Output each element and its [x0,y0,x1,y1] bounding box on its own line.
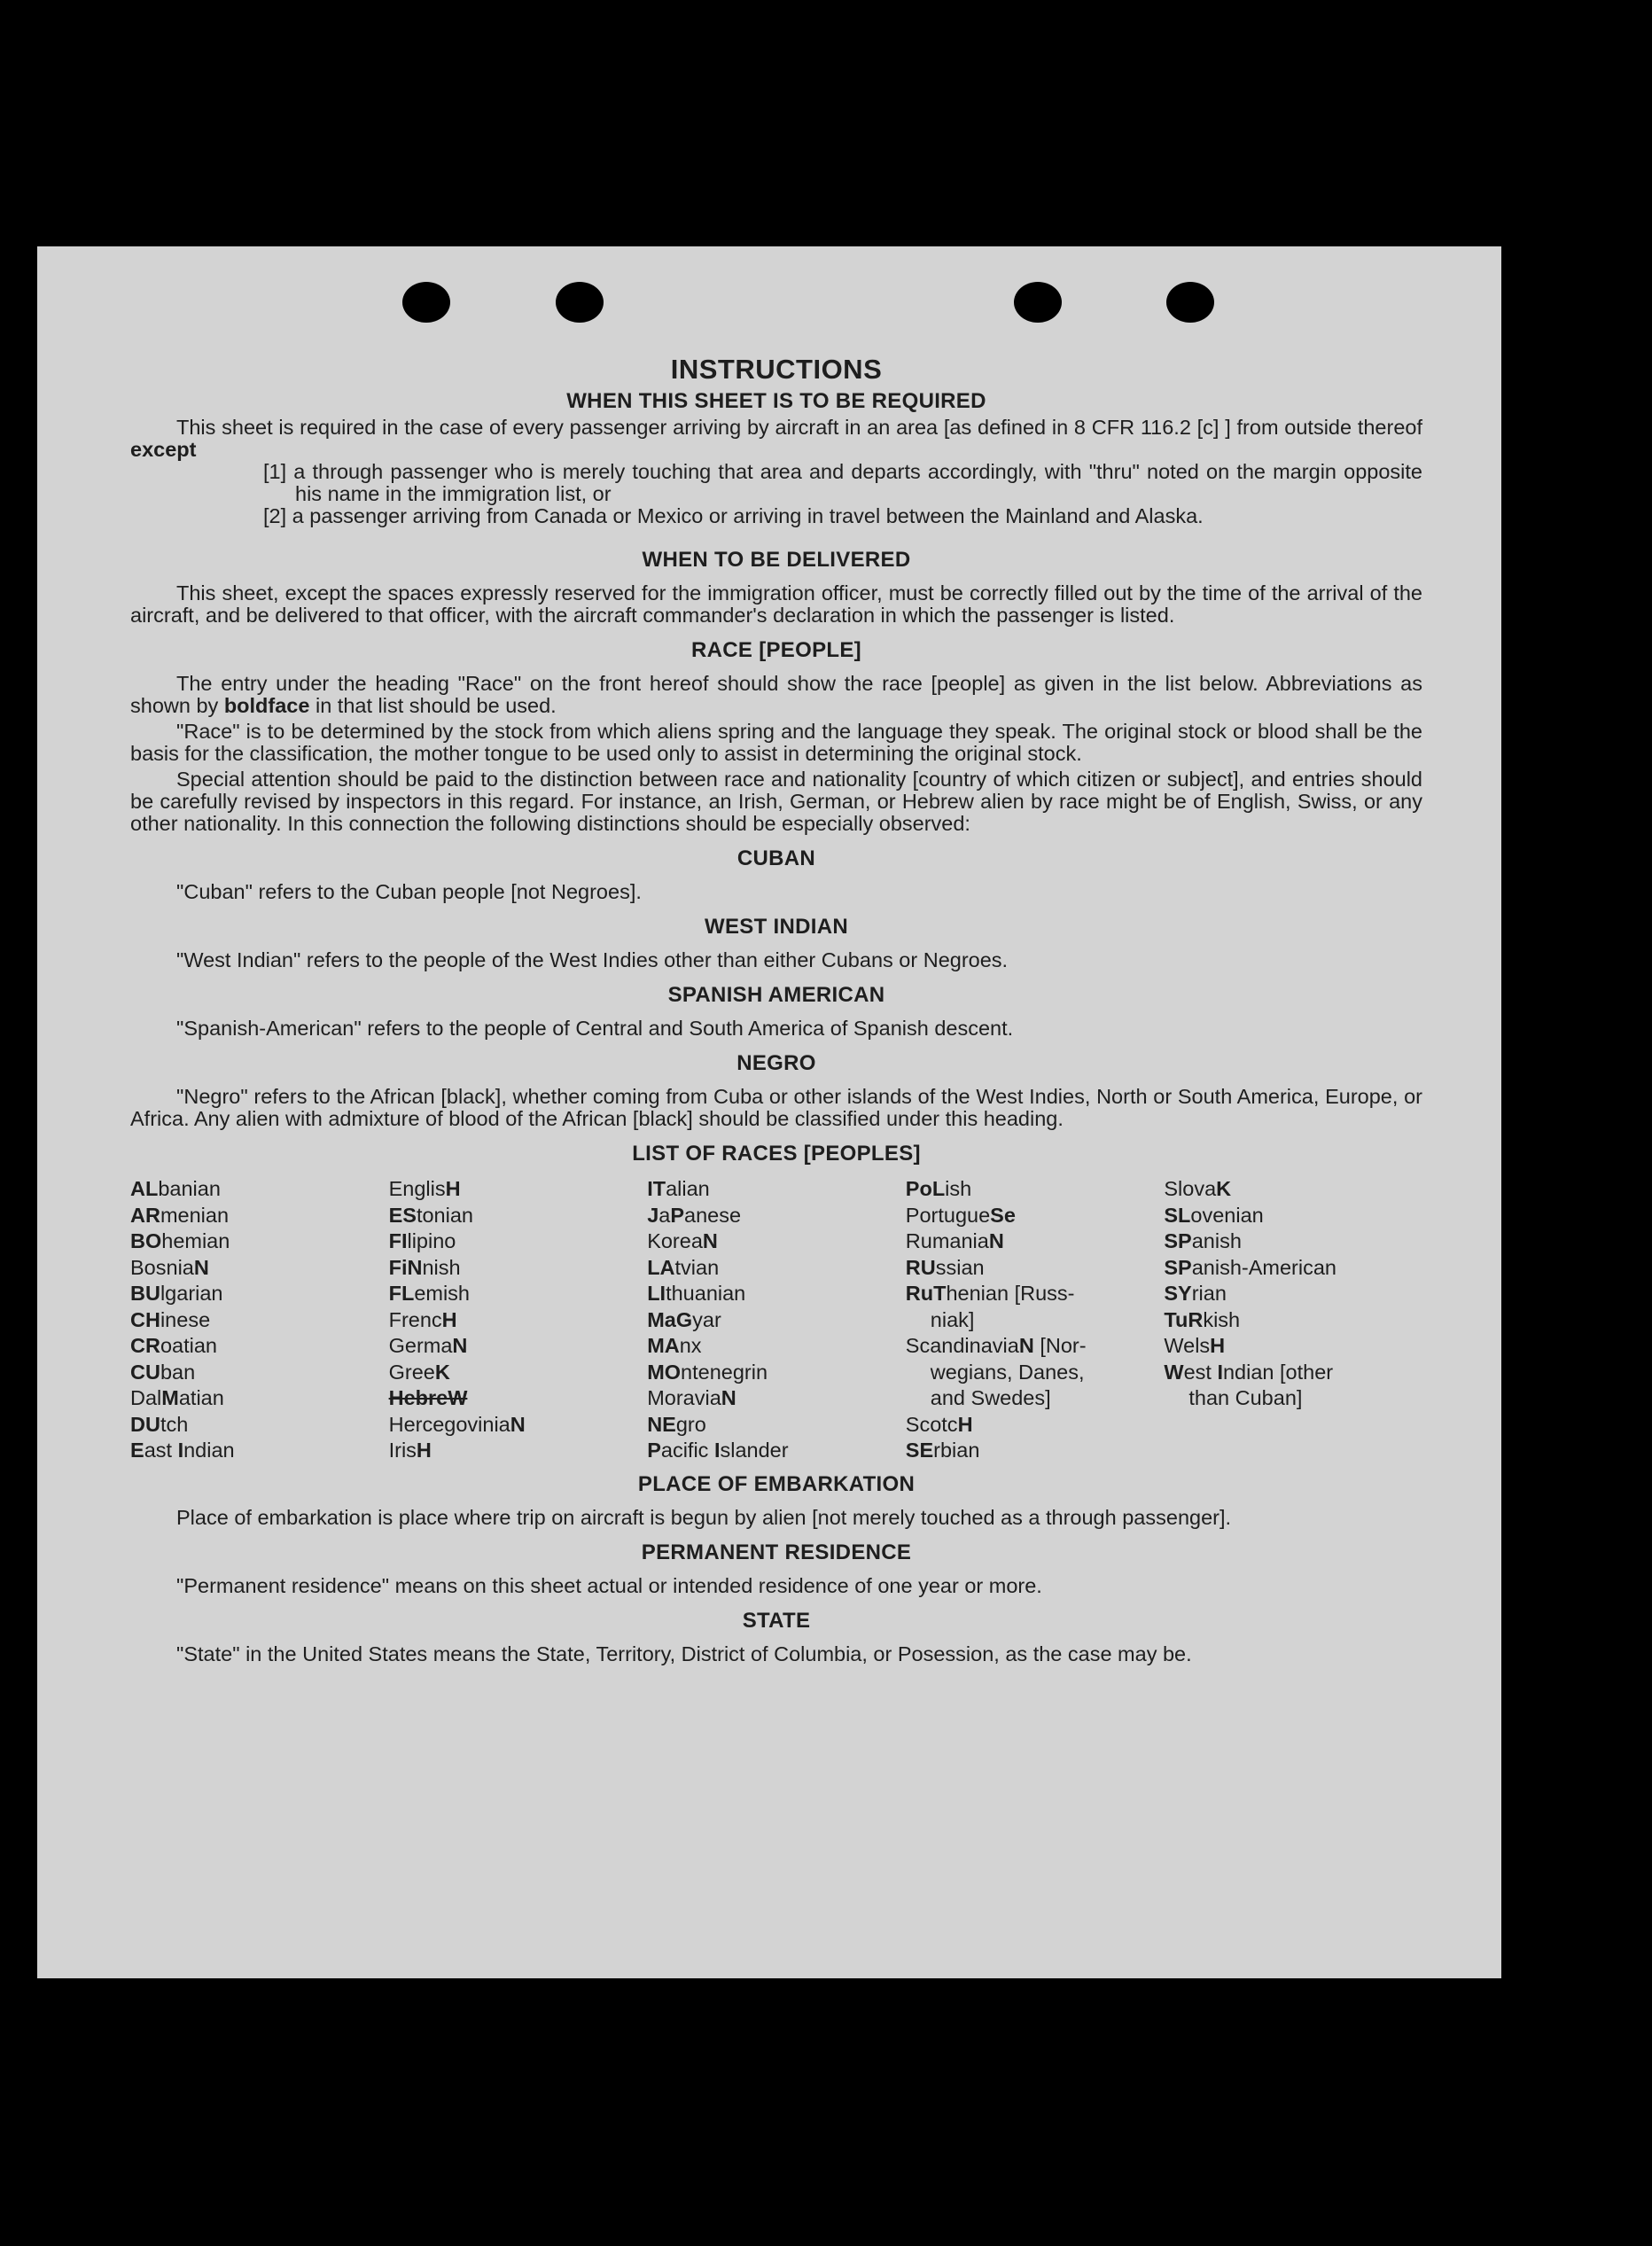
race-entry: ITalian [647,1177,710,1200]
heading-race: RACE [PEOPLE] [691,638,861,662]
punch-hole [1014,282,1062,323]
race-entry: and Swedes] [930,1386,1051,1409]
race-entry: FIlipino [388,1229,456,1252]
race-column-5 [1164,1176,1422,1464]
race-entry: KoreaN [647,1229,718,1252]
race-column-2 [389,1176,648,1464]
delivered-text: This sheet, except the spaces expressly reserved for the immigration officer, must be correctly filled out by the time of the arrival of the aircraft, and be delivered to that officer, with the aircraft commander's declaration in which the passenger is listed. [130,581,1422,627]
sheet-content [130,355,1422,1665]
race-list [130,1176,1422,1464]
race-entry: LAtvian [647,1255,720,1279]
race-entry: GermaN [388,1334,468,1357]
race-entry: MAnx [647,1334,702,1357]
heading-list-of-races: LIST OF RACES [PEOPLES] [632,1142,921,1166]
race-entry: ScandinaviaN [Nor- [905,1334,1087,1357]
race-entry: RumaniaN [905,1229,1004,1252]
negro-text: "Negro" refers to the African [black], whether coming from Cuba or other islands of the West Indies, North or South America, Europe, or Africa. Any alien with admixture of blood of the African [black] should be classified under this heading. [130,1085,1422,1130]
race-paragraph-3: Special attention should be paid to the distinction between race and nationality [country of which citizen or subject], and entries should be carefully revised by inspectors in this regard. For instance, an Irish, German, or Hebrew alien by race might be of English, Swiss, or any other nationality. In this connection the following distinctions should be especially observed: [130,768,1422,835]
race-entry: HercegoviniaN [388,1412,526,1436]
race-column-3 [647,1176,906,1464]
race-entry: BOhemian [130,1229,230,1252]
race-entry: NEgro [647,1412,706,1436]
race-entry: GreeK [388,1360,450,1384]
punch-hole [556,282,604,323]
race-entry: PortugueSe [905,1203,1016,1227]
race-entry: HebreW [388,1386,468,1409]
race-entry: JaPanese [647,1203,742,1227]
heading-when-required: WHEN THIS SHEET IS TO BE REQUIRED [566,389,986,413]
race-entry: BosniaN [130,1255,209,1279]
heading-permanent-residence: PERMANENT RESIDENCE [641,1540,912,1564]
race-p1-end: in that list should be used. [309,694,557,717]
state-text: "State" in the United States means the State, Territory, District of Columbia, or Posession, as the case may be. [176,1642,1192,1665]
required-intro-text: This sheet is required in the case of every passenger arriving by aircraft in an area [as defined in 8 CFR 116.2 [c] ] from outside thereof [176,416,1422,439]
race-paragraph-2: "Race" is to be determined by the stock from which aliens spring and the language they speak. The original stock or blood shall be the basis for the classification, the mother tongue to be used only to assist in determining the original stock. [130,720,1422,765]
race-entry: FiNnish [388,1255,461,1279]
race-entry: IrisH [388,1439,432,1462]
race-entry: SPanish-American [1164,1255,1336,1279]
race-entry: East Indian [130,1439,235,1462]
exception-item-1: [1] a through passenger who is merely touching that area and departs accordingly, with "thru" noted on the margin opposite his name in the immigration list, or [263,460,1422,505]
race-column-4 [906,1176,1165,1464]
race-entry: WelsH [1164,1334,1226,1357]
race-entry: LIthuanian [647,1282,746,1305]
heading-cuban: CUBAN [736,846,816,870]
race-entry: MaGyar [647,1307,721,1331]
except-word: except [130,438,197,461]
race-entry: RUssian [905,1255,985,1279]
race-entry: PoLish [905,1177,972,1200]
punch-hole [1166,282,1214,323]
race-entry: DalMatian [130,1386,224,1409]
heading-west-indian: WEST INDIAN [705,915,848,939]
race-entry: wegians, Danes, [930,1360,1085,1384]
race-entry: TuRkish [1164,1307,1241,1331]
heading-when-delivered: WHEN TO BE DELIVERED [642,548,911,572]
race-entry: CUban [130,1360,196,1384]
heading-embarkation: PLACE OF EMBARKATION [637,1471,916,1496]
race-entry: RuThenian [Russ- [905,1282,1075,1305]
race-p1-start: The entry under the heading "Race" on the front hereof should show the race [people] as given in the list below. Abbreviations as shown by [130,672,1422,717]
boldface-word: boldface [223,694,310,717]
race-entry: SErbian [905,1439,980,1462]
required-intro [130,417,1422,461]
race-entry: MoraviaN [647,1386,736,1409]
cuban-text: "Cuban" refers to the Cuban people [not Negroes]. [176,880,642,903]
race-column-1 [130,1176,389,1464]
race-paragraph-1 [130,673,1422,717]
embarkation-text: Place of embarkation is place where trip on aircraft is begun by alien [not merely touched as a through passenger]. [176,1505,1232,1529]
race-entry: FrencH [388,1307,457,1331]
race-entry: SYrian [1164,1282,1227,1305]
page-title: INSTRUCTIONS [670,354,883,385]
punch-hole [402,282,450,323]
race-entry: ARmenian [130,1203,230,1227]
race-entry: ALbanian [130,1177,221,1200]
race-entry: SLovenian [1164,1203,1264,1227]
race-entry: SPanish [1164,1229,1242,1252]
heading-spanish-american: SPANISH AMERICAN [667,983,885,1007]
heading-negro: NEGRO [736,1051,816,1075]
residence-text: "Permanent residence" means on this sheet actual or intended residence of one year or more. [176,1573,1042,1597]
spanish-american-text: "Spanish-American" refers to the people of Central and South America of Spanish descent. [176,1017,1014,1040]
race-entry: West Indian [other [1164,1360,1334,1384]
instruction-sheet [37,246,1501,1978]
race-entry: BUlgarian [130,1282,223,1305]
heading-state: STATE [742,1608,811,1633]
race-entry: DUtch [130,1412,189,1436]
race-entry: niak] [930,1307,975,1331]
race-entry: SlovaK [1164,1177,1232,1200]
race-entry: MOntenegrin [647,1360,768,1384]
race-entry: CHinese [130,1307,211,1331]
west-indian-text: "West Indian" refers to the people of the West Indies other than either Cubans or Negroes. [176,948,1009,971]
race-entry: FLemish [388,1282,470,1305]
exception-item-2: [2] a passenger arriving from Canada or Mexico or arriving in travel between the Mainland and Alaska. [263,504,1204,527]
race-entry: EnglisH [388,1177,461,1200]
race-entry: ScotcH [905,1412,973,1436]
race-entry: CRoatian [130,1334,217,1357]
race-entry: Pacific Islander [647,1439,789,1462]
race-entry: than Cuban] [1188,1386,1303,1409]
race-entry: EStonian [388,1203,473,1227]
